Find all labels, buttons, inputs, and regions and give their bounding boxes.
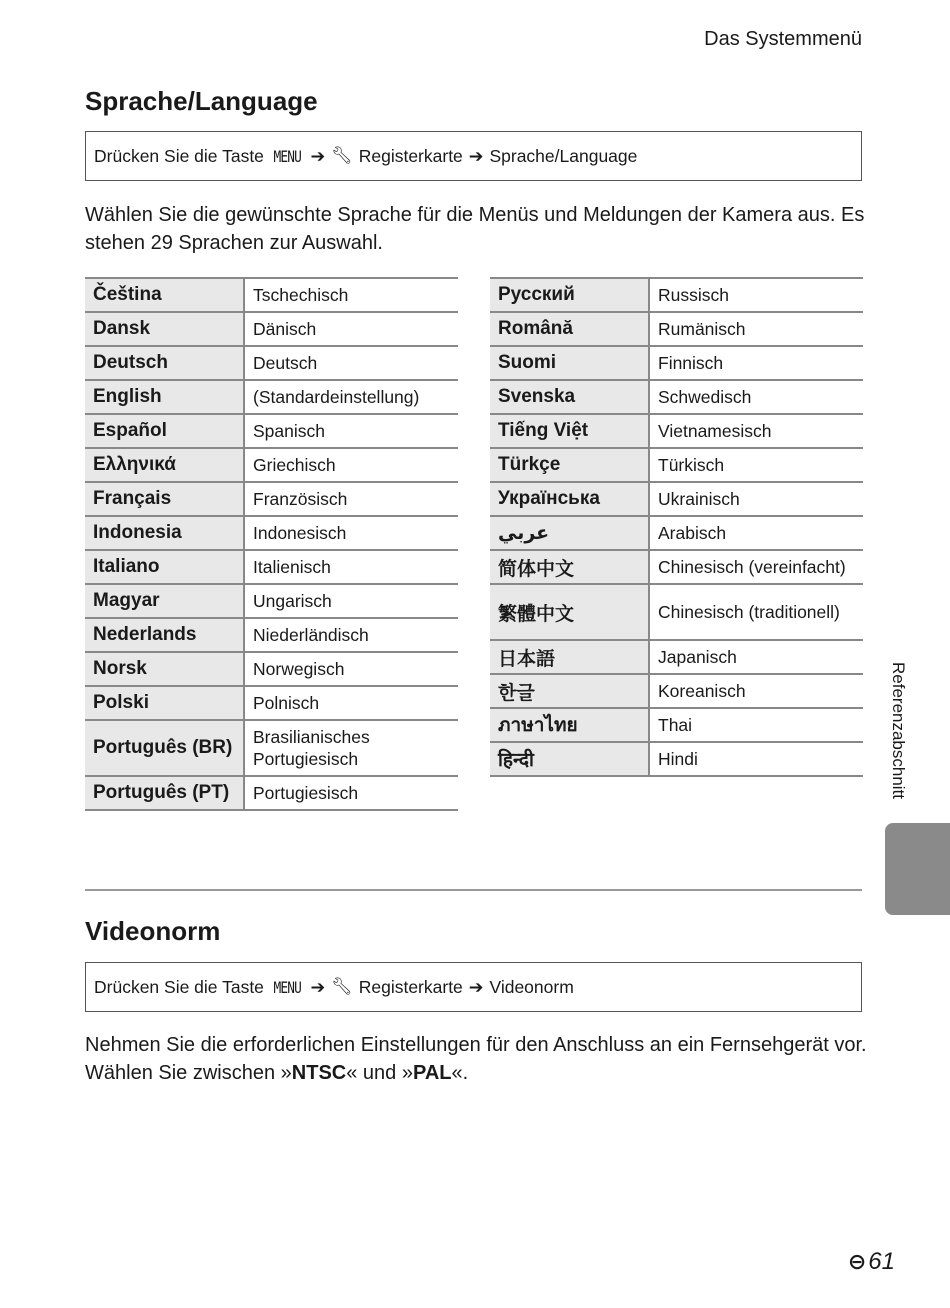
language-row	[85, 584, 458, 618]
language-native-name: Ελληνικά	[85, 448, 244, 482]
language-row	[85, 312, 458, 346]
language-row	[85, 776, 458, 810]
language-native-name: 日本語	[490, 640, 649, 674]
language-german-name: Tschechisch	[244, 278, 458, 312]
language-native-name: Nederlands	[85, 618, 244, 652]
videonorm-line1: Nehmen Sie die erforderlichen Einstellungen für den Anschluss an ein Fernsehgerät vor.	[85, 1034, 867, 1056]
side-section-label: Referenzabschnitt	[889, 662, 908, 800]
language-row	[490, 640, 863, 674]
language-row	[85, 618, 458, 652]
language-german-name: Brasilianisches Portugiesisch	[244, 720, 458, 776]
language-row	[85, 380, 458, 414]
language-row	[85, 448, 458, 482]
language-row	[490, 312, 863, 346]
language-native-name: 한글	[490, 674, 649, 708]
language-row	[490, 278, 863, 312]
language-german-name: Rumänisch	[649, 312, 863, 346]
language-native-name: Français	[85, 482, 244, 516]
language-native-name: 繁體中文	[490, 584, 649, 640]
language-native-name: Português (BR)	[85, 720, 244, 776]
videonorm-line2	[85, 1059, 875, 1087]
language-native-name: Русский	[490, 278, 649, 312]
language-row	[85, 278, 458, 312]
instruction-tab-label: Registerkarte	[358, 976, 463, 997]
language-german-name: Chinesisch (vereinfacht)	[649, 550, 863, 584]
language-german-name: Arabisch	[649, 516, 863, 550]
line2-end: «.	[451, 1062, 469, 1084]
language-native-name: Polski	[85, 686, 244, 720]
language-native-name: Deutsch	[85, 346, 244, 380]
language-native-name: Українська	[490, 482, 649, 516]
language-row	[85, 414, 458, 448]
language-german-name: Chinesisch (traditionell)	[649, 584, 863, 640]
language-german-name: Französisch	[244, 482, 458, 516]
language-row	[490, 550, 863, 584]
language-german-name: Polnisch	[244, 686, 458, 720]
language-native-name: Indonesia	[85, 516, 244, 550]
language-german-name: Russisch	[649, 278, 863, 312]
language-native-name: Čeština	[85, 278, 244, 312]
section-divider	[85, 889, 862, 891]
language-table-right	[490, 277, 863, 777]
language-row	[490, 346, 863, 380]
arrow-right-icon: ➔	[310, 145, 326, 166]
language-german-name: Ukrainisch	[649, 482, 863, 516]
language-german-name: (Standardeinstellung)	[244, 380, 458, 414]
wrench-icon: 🔧︎	[331, 977, 353, 996]
language-native-name: ภาษาไทย	[490, 708, 649, 742]
language-native-name: Türkçe	[490, 448, 649, 482]
language-description: Wählen Sie die gewünschte Sprache für die Menüs und Meldungen der Kamera aus. Es stehen 29 Sprachen zur Auswahl.	[85, 204, 865, 254]
language-native-name: Italiano	[85, 550, 244, 584]
language-german-name: Niederländisch	[244, 618, 458, 652]
language-native-name: Português (PT)	[85, 776, 244, 810]
language-german-name: Thai	[649, 708, 863, 742]
language-row	[490, 448, 863, 482]
instruction-box-videonorm	[85, 962, 862, 1012]
language-native-name: Dansk	[85, 312, 244, 346]
language-row	[490, 414, 863, 448]
language-row	[85, 550, 458, 584]
section-title-videonorm: Videonorm	[85, 916, 221, 946]
language-native-name: Magyar	[85, 584, 244, 618]
instruction-prefix: Drücken Sie die Taste	[94, 145, 264, 166]
arrow-right-icon: ➔	[468, 976, 484, 997]
language-row	[85, 686, 458, 720]
instruction-item-label: Sprache/Language	[489, 145, 638, 166]
language-german-name: Hindi	[649, 742, 863, 776]
language-german-name: Ungarisch	[244, 584, 458, 618]
option-ntsc: NTSC	[291, 1062, 347, 1084]
language-german-name: Japanisch	[649, 640, 863, 674]
page-number	[848, 1248, 895, 1276]
language-native-name: Română	[490, 312, 649, 346]
language-native-name: Tiếng Việt	[490, 414, 649, 448]
page-number-value: 61	[868, 1248, 895, 1275]
line2-prefix: Wählen Sie zwischen »	[85, 1062, 292, 1084]
language-row	[490, 708, 863, 742]
language-german-name: Portugiesisch	[244, 776, 458, 810]
language-german-name: Deutsch	[244, 346, 458, 380]
language-german-name: Norwegisch	[244, 652, 458, 686]
language-table-left	[85, 277, 458, 811]
language-native-name: हिन्दी	[490, 742, 649, 776]
language-row	[490, 584, 863, 640]
language-row	[490, 380, 863, 414]
menu-key-label: MENU	[273, 146, 301, 166]
language-german-name: Koreanisch	[649, 674, 863, 708]
language-row	[490, 516, 863, 550]
language-german-name: Dänisch	[244, 312, 458, 346]
wrench-icon: 🔧︎	[331, 146, 353, 165]
language-native-name: English	[85, 380, 244, 414]
reference-section-icon: ⊖	[847, 1249, 867, 1274]
language-german-name: Indonesisch	[244, 516, 458, 550]
instruction-prefix: Drücken Sie die Taste	[94, 976, 264, 997]
language-german-name: Finnisch	[649, 346, 863, 380]
language-native-name: Svenska	[490, 380, 649, 414]
language-native-name: Suomi	[490, 346, 649, 380]
language-native-name: Norsk	[85, 652, 244, 686]
language-row	[85, 516, 458, 550]
arrow-right-icon: ➔	[468, 145, 484, 166]
language-row	[490, 674, 863, 708]
instruction-box-language	[85, 131, 862, 181]
page-header-title: Das Systemmenü	[704, 28, 862, 50]
language-german-name: Vietnamesisch	[649, 414, 863, 448]
section-title-language: Sprache/Language	[85, 86, 318, 116]
language-row	[490, 482, 863, 516]
language-german-name: Griechisch	[244, 448, 458, 482]
language-german-name: Italienisch	[244, 550, 458, 584]
language-row	[85, 720, 458, 776]
language-german-name: Schwedisch	[649, 380, 863, 414]
language-row	[85, 652, 458, 686]
instruction-item-label: Videonorm	[489, 976, 574, 997]
menu-key-label: MENU	[273, 977, 301, 997]
language-native-name: Español	[85, 414, 244, 448]
instruction-tab-label: Registerkarte	[358, 145, 463, 166]
language-row	[85, 346, 458, 380]
language-german-name: Türkisch	[649, 448, 863, 482]
line2-mid: « und »	[346, 1062, 413, 1084]
language-row	[85, 482, 458, 516]
side-section-tab	[885, 823, 950, 915]
language-german-name: Spanisch	[244, 414, 458, 448]
language-native-name: 简体中文	[490, 550, 649, 584]
videonorm-description	[85, 1031, 875, 1087]
option-pal: PAL	[412, 1062, 452, 1084]
arrow-right-icon: ➔	[310, 976, 326, 997]
language-native-name: عربي	[490, 516, 649, 550]
language-row	[490, 742, 863, 776]
